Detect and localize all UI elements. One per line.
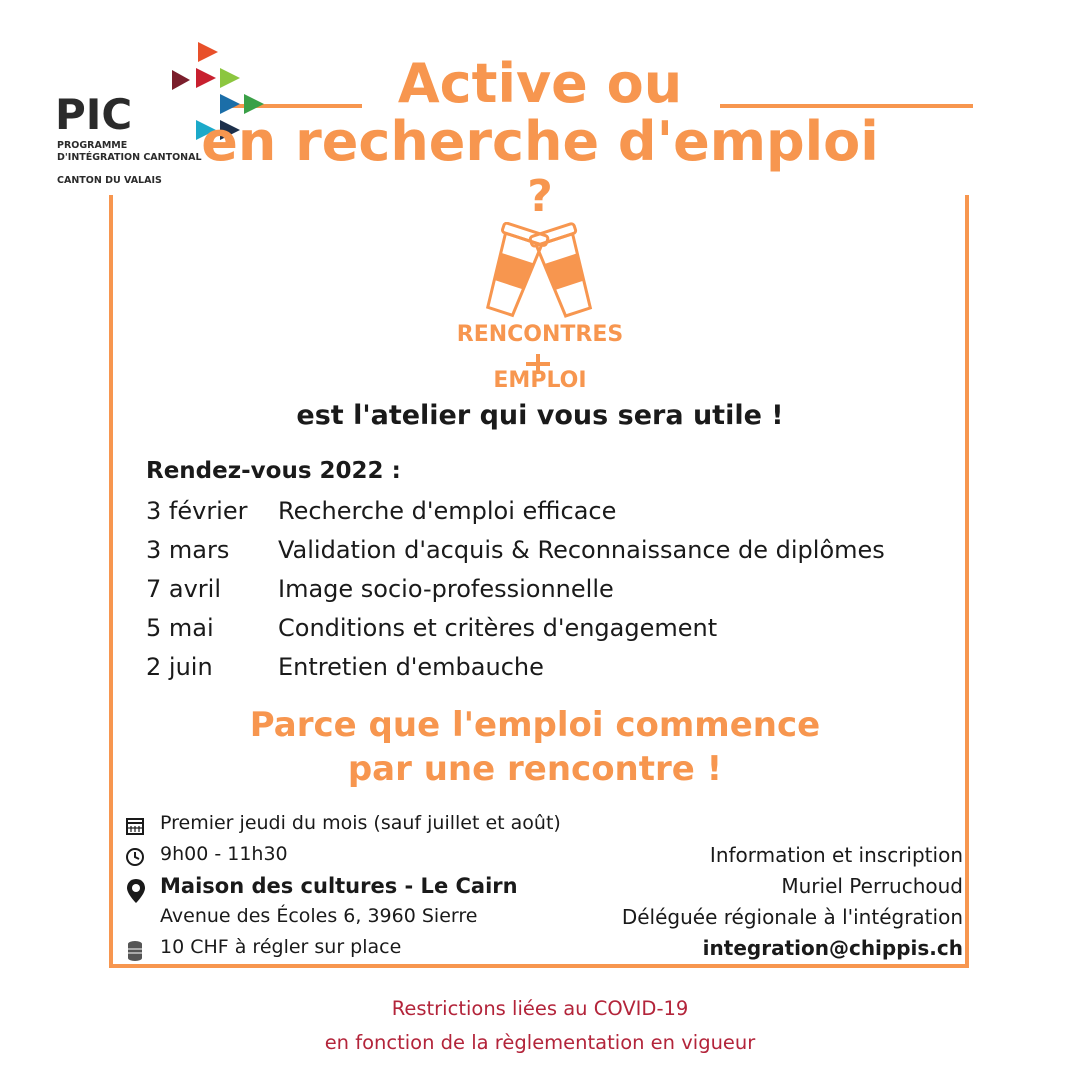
schedule-date: 3 mars (146, 536, 230, 564)
schedule-topic: Recherche d'emploi efficace (278, 497, 617, 525)
contact-name: Muriel Perruchoud (781, 874, 963, 898)
schedule-topic: Entretien d'embauche (278, 653, 544, 681)
schedule-date: 2 juin (146, 653, 213, 681)
contact-block (622, 840, 963, 964)
schedule-topic: Validation d'acquis & Reconnaissance de diplômes (278, 536, 885, 564)
subtitle: est l'atelier qui vous sera utile ! (296, 400, 784, 431)
tagline: Parce que l'emploi commence par une rencontre ! (249, 705, 821, 789)
schedule-title: Rendez-vous 2022 : (146, 458, 401, 484)
logo-program-text: PROGRAMME D'INTÉGRATION CANTONAL (57, 140, 202, 163)
contact-heading: Information et inscription (709, 843, 963, 867)
page-title: Active ou en recherche d'emploi ? (201, 52, 879, 222)
schedule-topic: Conditions et critères d'engagement (278, 614, 718, 642)
coins-icon (125, 940, 145, 962)
logo-acronym: PIC (55, 90, 133, 139)
coffee-cups-icon (470, 222, 610, 322)
schedule-date: 7 avril (146, 575, 222, 603)
location-pin-icon (125, 878, 147, 904)
schedule-date: 3 février (146, 497, 248, 525)
clock-icon (125, 847, 145, 867)
logo-canton: CANTON DU VALAIS (57, 175, 162, 186)
schedule-topic: Image socio-professionnelle (278, 575, 614, 603)
calendar-icon (125, 816, 145, 836)
brand-rencontres: RENCONTRES (456, 322, 624, 347)
contact-email[interactable]: integration@chippis.ch (702, 936, 963, 960)
brand-emploi: EMPLOI (493, 368, 587, 393)
contact-role: Déléguée régionale à l'intégration (621, 905, 963, 929)
schedule-date: 5 mai (146, 614, 214, 642)
covid-notice: Restrictions liées au COVID-19 en fonction de la règlementation en vigueur (324, 997, 756, 1054)
